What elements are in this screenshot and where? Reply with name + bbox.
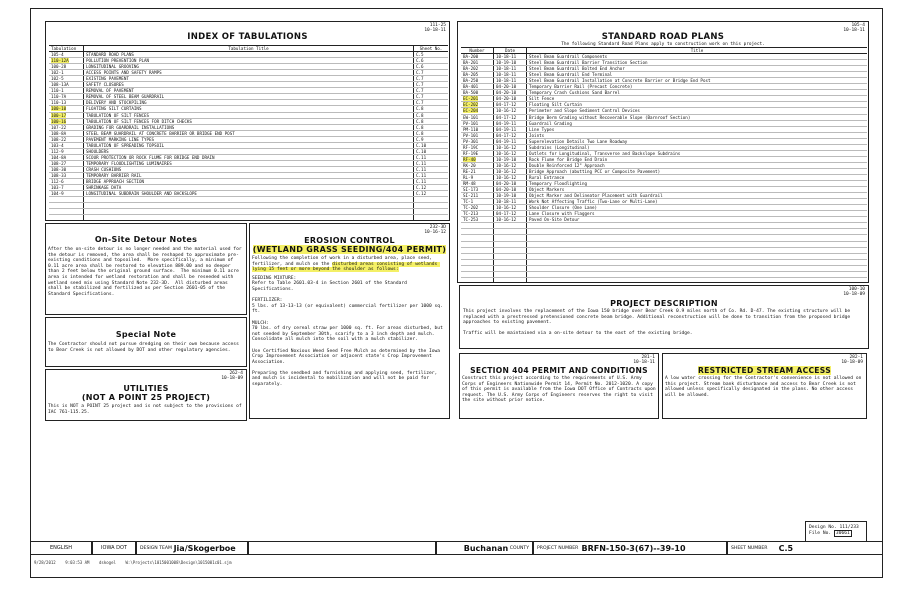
tabulation-number: 110-13 [49, 100, 84, 106]
tabulation-sheet: C.11 [414, 179, 449, 185]
tabulation-title: ACCESS POINTS AND SAFETY RAMPS [84, 70, 414, 76]
road-plan-title: Double Reinforced 12" Approach [527, 162, 868, 168]
srp-subtitle: The following Standard Road Plans apply to construction work on this project. [561, 42, 765, 47]
road-plan-number: BA-205 [461, 72, 494, 78]
project-description-box [459, 285, 869, 349]
blank-cell [248, 541, 436, 555]
section404-code: 281-1 10-18-11 [633, 355, 655, 365]
col-tabulation-title: Tabulation Title [84, 46, 414, 52]
col-date: Date [494, 48, 527, 54]
utilities-title: UTILITIES [123, 384, 169, 393]
tabulation-number: 100-16 [49, 118, 84, 124]
road-plan-date: 10-16-12 [494, 205, 527, 211]
tabulation-sheet: C.11 [414, 166, 449, 172]
tabulation-sheet: C.7 [414, 88, 449, 94]
road-plan-date: 10-18-11 [494, 199, 527, 205]
tabulation-row-blank [49, 215, 448, 221]
road-plan-title: Temporary Barrier Rail (Precast Concrete) [527, 84, 868, 90]
road-plan-title: Superelevation Details Two Lane Roadway [527, 138, 868, 144]
road-plan-number: EC-201 [461, 96, 494, 102]
road-plan-date: 10-16-12 [494, 168, 527, 174]
tabulation-number: 100-28 [49, 64, 84, 70]
restricted-text: A low water crossing for the Contractor's convenience is not allowed on this project. Stream bank disturbance and access to Bear Creek is not allowed unless specifically designated in the plans. No other access will be allowed. [665, 376, 865, 398]
road-plan-number: TC-202 [461, 205, 494, 211]
road-plan-title: Work Not Affecting Traffic (Two-Lane or Multi-Lane) [527, 199, 868, 205]
tabulation-sheet: C.7 [414, 94, 449, 100]
road-plan-title: Shoulder Closure (One Lane) [527, 205, 868, 211]
tabulation-sheet: C.12 [414, 191, 449, 197]
restricted-title: RESTRICTED STREAM ACCESS [697, 366, 831, 375]
road-plan-number: EW-101 [461, 114, 494, 120]
road-plan-title: Steel Beam Guardrail Installation at Concrete Barrier or Bridge End Post [527, 78, 868, 84]
tabulation-title: REMOVAL OF PAVEMENT [84, 88, 414, 94]
design-no: Design No. 111/233 [809, 525, 859, 530]
road-plan-date: 04-20-10 [494, 181, 527, 187]
road-plan-number: TC-253 [461, 217, 494, 223]
tabulation-number: 102-1 [49, 70, 84, 76]
road-plan-title: Lane Closure with Flaggers [527, 211, 868, 217]
tabulation-number: 103-7 [49, 185, 84, 191]
road-plan-date: 10-18-11 [494, 66, 527, 72]
tabulation-number: 100-10 [49, 106, 84, 112]
index-code: 111-25 10-18-11 [424, 23, 446, 33]
special-note-box [45, 317, 247, 367]
road-plan-date: 04-20-10 [494, 187, 527, 193]
tabulation-number: 108-30 [49, 166, 84, 172]
road-plan-number: PV-101 [461, 120, 494, 126]
tabulation-sheet: C.11 [414, 160, 449, 166]
units-cell: ENGLISH [30, 541, 92, 555]
road-plan-number: SI-173 [461, 187, 494, 193]
road-plan-date: 04-17-12 [494, 211, 527, 217]
col-title: Title [690, 48, 704, 53]
tabulation-sheet: C.7 [414, 70, 449, 76]
tabulation-table [49, 45, 448, 221]
design-team-cell: DESIGN TEAM Jia/Skogerboe [136, 541, 248, 555]
tabulation-title: REMOVAL OF STEEL BEAM GUARDRAIL [84, 94, 414, 100]
road-plan-date: 10-19-10 [494, 156, 527, 162]
tabulation-title: STANDARD ROAD PLANS [84, 52, 414, 58]
road-plan-number: EC-202 [461, 102, 494, 108]
tabulation-number: 108-13A [49, 82, 84, 88]
tabulation-title: SCOUR PROTECTION OR ROCK FLUME FOR BRIDGE END DRAIN [84, 154, 414, 160]
road-plan-date: 04-17-12 [494, 114, 527, 120]
tabulation-sheet: C.5 [414, 52, 449, 58]
road-plan-title: Outlets for Longitudinal, Transverse and Backslope Subdrains [527, 150, 868, 156]
road-plan-date: 10-19-10 [494, 60, 527, 66]
road-plan-number: RE-21 [461, 168, 494, 174]
standard-road-plans-box [457, 21, 869, 283]
road-plan-number: BA-200 [461, 54, 494, 60]
road-plan-number: RF-19C [461, 144, 494, 150]
tabulation-title: BRIDGE APPROACH SECTION [84, 179, 414, 185]
road-plan-date: 10-16-12 [494, 150, 527, 156]
footer-path: 9/28/2012 9:03:53 AM dskogel W:\Projects\1015001008\Design\1015001c01.sjm [34, 560, 232, 565]
tabulation-title: POLLUTION PREVENTION PLAN [84, 58, 414, 64]
road-plan-date: 04-20-10 [494, 90, 527, 96]
srp-title: STANDARD ROAD PLANS [601, 32, 725, 42]
project-desc-text: This project involves the replacement of the Iowa 150 bridge over Bear Creek 0.9 miles north of Co. Rd. D-47. The existing structure will be replaced with a prestressed pretensioned concrete beam bridge. Additional reconstruction will be done to transition from the proposed bridge approaches to existing pavement. Traffic will be maintained via a on-site detour to the east of the existing bridge. [463, 309, 851, 337]
tabulation-title: LONGITUDINAL GROOVING [84, 64, 414, 70]
tabulation-title: TEMPORARY BARRIER RAIL [84, 172, 414, 178]
road-plan-number: PV-101 [461, 132, 494, 138]
col-sheet-no: Sheet No. [419, 46, 443, 51]
tabulation-title: CRASH CUSHIONS [84, 166, 414, 172]
tabulation-title: TABULATION OF SPREADING TOPSOIL [84, 142, 414, 148]
tabulation-number: 108-22 [49, 136, 84, 142]
tabulation-sheet: C.8 [414, 124, 449, 130]
road-plan-title: Steel Beam Guardrail End Terminal [527, 72, 868, 78]
road-plan-title: Rural Entrance [527, 174, 868, 180]
erosion-code: 232-3D 10-16-12 [424, 225, 446, 235]
onsite-detour-text: After the on-site detour is no longer needed and the material used for the detour is removed, the area shall be reshaped to approximate pre-existing conditions and topsoiled. More specifically, a minimum of 0.11 acre area shall be restored to elevation 889.00 and no deeper than 2 feet below the original ground surface. The minimum 0.11 acre area is intended for wetland restoration and shall be reseeded with wetland seed mix using Standard Note 232-3D. All disturbed areas shall be stabilized and fertilized as per Section 2601-05 of the Standard Specifications. [48, 247, 245, 297]
utilities-code: 262-4 10-18-09 [221, 371, 243, 381]
tabulation-number: 104-8A [49, 154, 84, 160]
road-plan-number: TC-213 [461, 211, 494, 217]
road-plan-date: 04-19-11 [494, 138, 527, 144]
project-number-cell: PROJECT NUMBER BRFN-150-3(67)--39-10 [533, 541, 727, 555]
standard-road-plans-table [461, 47, 867, 283]
road-plan-number: SI-211 [461, 193, 494, 199]
tabulation-title: GRADING FOR GUARDRAIL INSTALLATIONS [84, 124, 414, 130]
road-plan-date: 10-16-12 [494, 174, 527, 180]
road-plan-date: 10-16-12 [494, 144, 527, 150]
road-plan-date: 04-20-10 [494, 84, 527, 90]
tabulation-sheet: C.11 [414, 154, 449, 160]
tabulation-title: STEEL BEAM GUARDRAIL AT CONCRETE BARRIER OR BRIDGE END POST [84, 130, 414, 136]
tabulation-sheet: C.8 [414, 118, 449, 124]
tabulation-sheet: C.7 [414, 82, 449, 88]
road-plan-title: Silt Fence [527, 96, 868, 102]
index-title: INDEX OF TABULATIONS [187, 32, 308, 42]
tabulation-sheet: C.8 [414, 112, 449, 118]
tabulation-title: LONGITUDINAL SUBDRAIN SHOULDER AND BACKSLOPE [84, 191, 414, 197]
tabulation-sheet: C.11 [414, 172, 449, 178]
road-plan-title: Perimeter and Slope Sediment Control Devices [527, 108, 868, 114]
tabulation-sheet: C.6 [414, 58, 449, 64]
section-404-box [459, 353, 659, 419]
tabulation-sheet: C.8 [414, 106, 449, 112]
road-plan-number: BA-401 [461, 84, 494, 90]
file-no: File No. 30661 [809, 530, 850, 536]
road-plan-title: Temporary Crash Cushions Sand Barrel [527, 90, 868, 96]
erosion-subtitle: (WETLAND GRASS SEEDING/404 PERMIT) [252, 245, 447, 254]
road-plan-number: BA-500 [461, 90, 494, 96]
road-plan-date: 04-17-12 [494, 102, 527, 108]
road-plan-title: Line Types [527, 126, 868, 132]
tabulation-number: 103-4 [49, 142, 84, 148]
utilities-subtitle: (NOT A POINT 25 PROJECT) [81, 393, 211, 402]
road-plan-number: RL-9 [461, 174, 494, 180]
onsite-detour-title: On-Site Detour Notes [94, 235, 198, 244]
tabulation-sheet: C.12 [414, 185, 449, 191]
road-plan-number: BA-250 [461, 78, 494, 84]
tabulation-title: DELIVERY AND STOCKPILING [84, 100, 414, 106]
tabulation-number: 108-33 [49, 172, 84, 178]
agency-cell: IOWA DOT [92, 541, 136, 555]
tabulation-sheet: C.8 [414, 130, 449, 136]
road-plan-title: Object Marker and Delineator Placement with Guardrail [527, 193, 868, 199]
road-plan-number: RF-40 [461, 156, 494, 162]
county-cell: Buchanan COUNTY [436, 541, 533, 555]
road-plan-title: Paved On-Site Detour [527, 217, 868, 223]
tabulation-title: TABULATION OF SILT FENCES [84, 112, 414, 118]
tabulation-sheet: C.7 [414, 76, 449, 82]
road-plan-date: 10-16-12 [494, 162, 527, 168]
road-plan-number: RK-20 [461, 162, 494, 168]
road-plan-date: 04-17-12 [494, 132, 527, 138]
tabulation-title: FLOATING SILT CURTAINS [84, 106, 414, 112]
road-plan-date: 10-18-11 [494, 54, 527, 60]
restricted-code: 282-1 10-18-09 [841, 355, 863, 365]
col-number: Number [461, 48, 494, 54]
road-plan-title: Subdrains (Longitudinal) [527, 144, 868, 150]
tabulation-number: 102-5 [49, 76, 84, 82]
srp-code: 105-4 10-18-11 [843, 23, 865, 33]
section404-title: SECTION 404 PERMIT AND CONDITIONS [470, 366, 648, 375]
section404-text: Construct this project according to the requirements of U.S. Army Corps of Engineers Nationwide Permit 14, Permit No. 2012-1020. A copy of this permit is available from the Iowa DOT Office of Contracts upon request. The U.S. Army Corps of Engineers reserves the right to visit the site without prior notice. [462, 376, 659, 404]
road-plan-date: 04-19-11 [494, 120, 527, 126]
road-plan-title: Guardrail Grading [527, 120, 868, 126]
road-plan-number: BA-202 [461, 66, 494, 72]
road-plan-title: Floating Silt Curtain [527, 102, 868, 108]
utilities-box [45, 369, 247, 421]
tabulation-sheet: C.7 [414, 100, 449, 106]
tabulation-title: SHRINKAGE DATA [84, 185, 414, 191]
road-plan-title: Steel Beam Guardrail Components [527, 54, 868, 60]
road-plan-date: 04-20-10 [494, 96, 527, 102]
tabulation-title: EXISTING PAVEMENT [84, 76, 414, 82]
road-plan-title: Object Markers [527, 187, 868, 193]
tabulation-title: TEMPORARY FLOODLIGHTING LUMINAIRES [84, 160, 414, 166]
road-plan-number: BA-201 [461, 60, 494, 66]
road-plan-date: 04-19-11 [494, 126, 527, 132]
tabulation-title: SAFETY CLOSURES [84, 82, 414, 88]
tabulation-number: 107-22 [49, 124, 84, 130]
tabulation-title: PAVEMENT MARKING LINE TYPES [84, 136, 414, 142]
road-plan-date: 10-18-11 [494, 72, 527, 78]
tabulation-sheet: C.10 [414, 148, 449, 154]
road-plan-title: Temporary Floodlighting [527, 181, 868, 187]
tabulation-title: TABULATION OF SILT FENCES FOR DITCH CHECKS [84, 118, 414, 124]
index-of-tabulations-box [45, 21, 450, 221]
road-plan-number: TC-1 [461, 199, 494, 205]
restricted-stream-box [662, 353, 867, 419]
tabulation-sheet: C.6 [414, 64, 449, 70]
utilities-text: This is NOT a POINT 25 project and is not subject to the provisions of IAC 761-115.25. [48, 404, 245, 415]
plan-sheet [30, 8, 883, 578]
tabulation-number: 112-9 [49, 148, 84, 154]
erosion-intro: Following the completion of work in a disturbed area, place seed, fertilizer, and mulch on the disturbed areas consisting of wetlands lying 15 feet or more beyond the shoulder as follows: [252, 256, 441, 273]
road-plan-number: PV-301 [461, 138, 494, 144]
road-plan-number: RF-19E [461, 150, 494, 156]
road-plan-title: Bridge Approach (abutting PCC or Composite Pavement) [527, 168, 868, 174]
road-plan-number: RM-48 [461, 181, 494, 187]
road-plan-title: Bridge Berm Grading without Recoverable Slope (Barnroof Section) [527, 114, 868, 120]
road-plan-title: Joints [527, 132, 868, 138]
erosion-body: SEEDING MIXTURE: Refer to Table 2601.03-4 in Section 2601 of the Standard Specifications. FERTILIZER: 5 lbs. of 13-13-13 (or equivalent) commercial fertilizer per 1000 sq. ft. MULCH: 70 lbs. of dry cereal straw per 1000 sq. ft. For areas disturbed, but not seeded by September 30th, scarify to a 3 inch depth and mulch. Consolidate all mulch into the soil with a mulch stabilizer. Use Certified Noxious Weed Seed Free Mulch as determined by the Iowa Crop Improvement Association or adjacent state's Crop Improvement Association. Preparing the seedbed and furnishing and applying seed, fertilizer, and mulch is incidental to mobilization and will not be paid for separately. [252, 275, 443, 388]
onsite-detour-box [45, 223, 247, 315]
road-plan-date: 10-16-12 [494, 108, 527, 114]
tabulation-number: 110-12A [49, 58, 84, 64]
road-plan-date: 10-18-11 [494, 78, 527, 84]
special-note-text: The Contractor should not pursue dredging on their own because access to Bear Creek is not allowed by DOT and other regulatory agencies. [48, 342, 242, 353]
tabulation-number: 104-9 [49, 191, 84, 197]
special-note-title: Special Note [115, 330, 177, 339]
project-desc-title: PROJECT DESCRIPTION [610, 299, 718, 308]
tabulation-number: 112-6 [49, 179, 84, 185]
sheet-number-cell: SHEET NUMBER C.5 [727, 541, 883, 555]
road-plan-number: EC-204 [461, 108, 494, 114]
tabulation-number: 105-4 [49, 52, 84, 58]
tabulation-title: SHOULDERS [84, 148, 414, 154]
col-tabulation: Tabulation [49, 46, 84, 52]
tabulation-number: 100-17 [49, 112, 84, 118]
road-plan-title: Steel Beam Guardrail Barrier Transition Section [527, 60, 868, 66]
road-plan-date: 10-16-12 [494, 217, 527, 223]
tabulation-number: 108-27 [49, 160, 84, 166]
road-plan-row-blank [461, 277, 867, 283]
design-file-box [805, 521, 867, 543]
tabulation-number: 110-1 [49, 88, 84, 94]
erosion-control-box [249, 223, 450, 419]
road-plan-date: 10-19-10 [494, 193, 527, 199]
tabulation-sheet: C.9 [414, 136, 449, 142]
tabulation-sheet: C.10 [414, 142, 449, 148]
erosion-title: EROSION CONTROL [304, 236, 395, 245]
road-plan-title: Steel Beam Guardrail Bolted End Anchor [527, 66, 868, 72]
road-plan-title: Rock Flume for Bridge End Drain [527, 156, 868, 162]
tabulation-number: 110-7A [49, 94, 84, 100]
project-desc-code: 100-10 10-18-09 [843, 287, 865, 297]
tabulation-number: 108-8A [49, 130, 84, 136]
road-plan-number: PM-110 [461, 126, 494, 132]
